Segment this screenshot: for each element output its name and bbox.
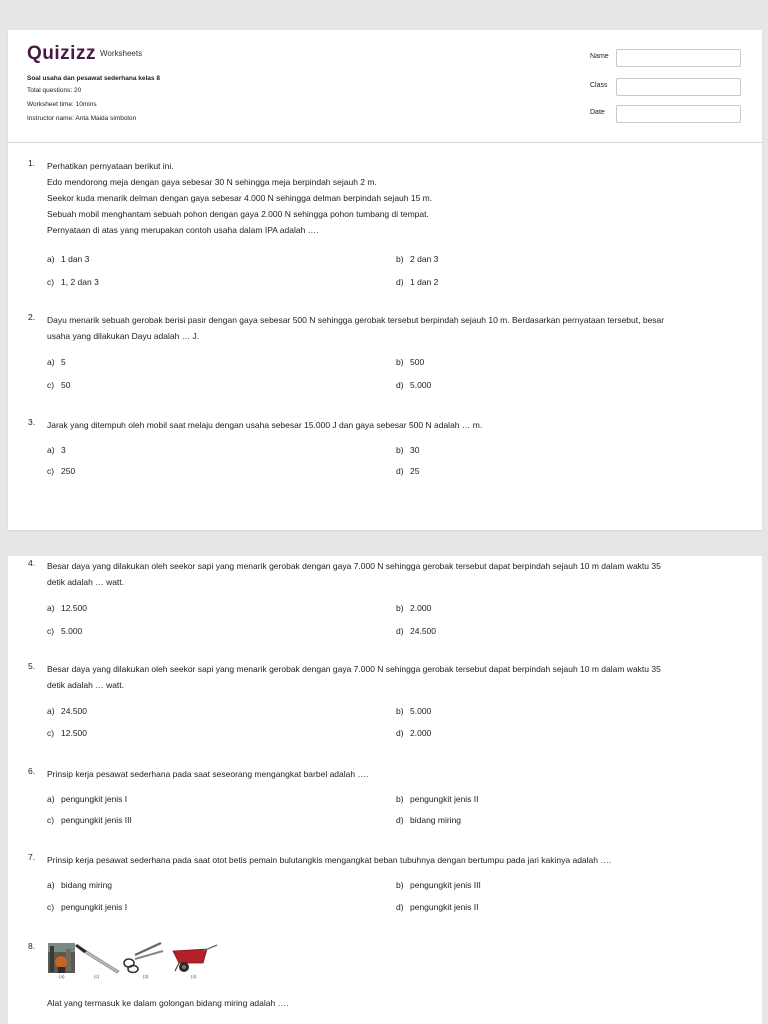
option-d[interactable]: [396, 277, 438, 287]
image-caption: (4): [191, 974, 197, 979]
question-line: Prinsip kerja pesawat sederhana pada saat seseorang mengangkat barbel adalah ….: [47, 769, 369, 779]
instructor-name: Instructor name: Anta Maida simbolon: [27, 115, 137, 122]
class-label: Class: [590, 82, 608, 89]
option-a[interactable]: [47, 706, 87, 716]
image-caption: (3): [143, 974, 149, 979]
option-letter: a): [47, 794, 55, 804]
option-text: 1 dan 3: [61, 254, 90, 264]
option-text: 50: [61, 380, 71, 390]
option-text: 12.500: [61, 728, 87, 738]
option-text: 5.000: [61, 626, 83, 636]
option-d[interactable]: [396, 902, 479, 912]
option-a[interactable]: [47, 254, 89, 264]
option-letter: d): [396, 626, 404, 636]
option-a[interactable]: [47, 603, 87, 613]
option-d[interactable]: [396, 728, 431, 738]
worksheet-page-1: [8, 30, 762, 530]
option-c[interactable]: [47, 466, 75, 476]
knife-icon: [75, 944, 119, 973]
wheelbarrow-icon: [173, 945, 217, 972]
option-letter: a): [47, 357, 55, 367]
question-line: Dayu menarik sebuah gerobak berisi pasir dengan gaya sebesar 500 N sehingga gerobak tersebut berpindah sejauh 10 m. Berdasarkan pernyataan tersebut, besar: [47, 315, 665, 325]
option-text: 2.000: [410, 603, 432, 613]
option-text: pengungkit jenis II: [410, 794, 479, 804]
question-text: [47, 661, 742, 693]
option-d[interactable]: [396, 626, 436, 636]
question-number: 6.: [28, 766, 36, 776]
option-letter: d): [396, 902, 404, 912]
option-a[interactable]: [47, 357, 66, 367]
worksheet-header: [8, 30, 762, 143]
name-label: Name: [590, 53, 609, 60]
question-line: Jarak yang ditempuh oleh mobil saat melaju dengan usaha sebesar 15.000 J dan gaya sebesar 500 N adalah … m.: [47, 420, 483, 430]
question-number: 2.: [28, 312, 36, 322]
option-letter: c): [47, 728, 55, 738]
name-field[interactable]: [616, 49, 741, 67]
option-text: pengungkit jenis III: [61, 815, 132, 825]
option-c[interactable]: [47, 728, 87, 738]
option-c[interactable]: [47, 277, 99, 287]
option-b[interactable]: [396, 603, 431, 613]
option-letter: c): [47, 380, 55, 390]
option-letter: b): [396, 254, 404, 264]
option-letter: b): [396, 357, 404, 367]
option-b[interactable]: [396, 445, 419, 455]
option-letter: b): [396, 794, 404, 804]
option-b[interactable]: [396, 794, 479, 804]
question-line: usaha yang dilakukan Dayu adalah … J.: [47, 331, 200, 341]
option-text: 24.500: [61, 706, 87, 716]
option-text: 2.000: [410, 728, 432, 738]
question-line: Sebuah mobil menghantam sebuah pohon dengan gaya 2.000 N sehingga pohon tumbang di tempat.: [47, 209, 429, 219]
option-text: 12.500: [61, 603, 87, 613]
option-text: 5.000: [410, 380, 432, 390]
option-letter: b): [396, 603, 404, 613]
image-caption: (a): [59, 974, 65, 979]
question-number: 8.: [28, 941, 36, 951]
tools-image-row: [47, 941, 247, 981]
option-d[interactable]: [396, 466, 419, 476]
option-text: 2 dan 3: [410, 254, 439, 264]
option-letter: c): [47, 466, 55, 476]
question-text: [47, 158, 742, 238]
option-letter: d): [396, 815, 404, 825]
question-number: 3.: [28, 417, 36, 427]
option-text: 250: [61, 466, 76, 476]
scissors-icon: [124, 943, 163, 973]
question-number: 7.: [28, 852, 36, 862]
question-number: 5.: [28, 661, 36, 671]
date-field[interactable]: [616, 105, 741, 123]
option-text: 5.000: [410, 706, 432, 716]
option-text: 1 dan 2: [410, 277, 439, 287]
option-letter: b): [396, 445, 404, 455]
option-a[interactable]: [47, 445, 66, 455]
question-text: [47, 417, 742, 433]
option-letter: c): [47, 626, 55, 636]
option-letter: c): [47, 277, 55, 287]
option-text: pengungkit jenis I: [61, 794, 128, 804]
option-c[interactable]: [47, 626, 82, 636]
option-letter: a): [47, 254, 55, 264]
option-text: 25: [410, 466, 420, 476]
option-letter: c): [47, 815, 55, 825]
question-line: Prinsip kerja pesawat sederhana pada saat otot betis pemain bulutangkis mengangkat beban tubuhnya dengan bertumpu pada jari kakinya adalah ….: [47, 855, 612, 865]
option-a[interactable]: [47, 880, 112, 890]
option-letter: a): [47, 445, 55, 455]
option-text: 1, 2 dan 3: [61, 277, 99, 287]
question-text: [47, 995, 742, 1011]
option-letter: c): [47, 902, 55, 912]
total-questions: Total questions: 20: [27, 87, 82, 94]
option-letter: d): [396, 277, 404, 287]
question-line: Edo mendorong meja dengan gaya sebesar 30 N sehingga meja berpindah sejauh 2 m.: [47, 177, 377, 187]
option-text: 24.500: [410, 626, 436, 636]
question-text: [47, 766, 742, 782]
quizizz-logo: Quizizz: [27, 43, 96, 64]
question-line: Besar daya yang dilakukan oleh seekor sapi yang menarik gerobak dengan gaya 7.000 N sehingga gerobak tersebut dapat berpindah sejauh 10 m dalam waktu 35: [47, 664, 661, 674]
question-text: [47, 558, 742, 590]
option-letter: b): [396, 706, 404, 716]
worksheet-title: Soal usaha dan pesawat sederhana kelas 8: [27, 75, 160, 82]
question-text: [47, 312, 742, 344]
class-field[interactable]: [616, 78, 741, 96]
option-c[interactable]: [47, 380, 70, 390]
question-line: Alat yang termasuk ke dalam golongan bidang miring adalah ….: [47, 998, 289, 1008]
option-letter: d): [396, 380, 404, 390]
worksheet-time: Worksheet time: 10mins: [27, 101, 97, 108]
option-text: 30: [410, 445, 420, 455]
option-d[interactable]: [396, 815, 461, 825]
option-b[interactable]: [396, 880, 481, 890]
question-line: detik adalah … watt.: [47, 680, 125, 690]
option-text: pengungkit jenis I: [61, 902, 128, 912]
question-line: Besar daya yang dilakukan oleh seekor sapi yang menarik gerobak dengan gaya 7.000 N sehingga gerobak tersebut dapat berpindah sejauh 10 m dalam waktu 35: [47, 561, 661, 571]
option-letter: d): [396, 466, 404, 476]
option-a[interactable]: [47, 794, 127, 804]
worksheet-page-2: [8, 556, 762, 1024]
option-letter: d): [396, 728, 404, 738]
option-text: 3: [61, 445, 66, 455]
option-text: 5: [61, 357, 66, 367]
question-line: Seekor kuda menarik delman dengan gaya sebesar 4.000 N sehingga delman berpindah sejauh 15 m.: [47, 193, 433, 203]
question-line: Pernyataan di atas yang merupakan contoh usaha dalam IPA adalah ….: [47, 225, 319, 235]
option-c[interactable]: [47, 815, 132, 825]
date-label: Date: [590, 109, 605, 116]
option-letter: b): [396, 880, 404, 890]
option-letter: a): [47, 706, 55, 716]
option-letter: a): [47, 880, 55, 890]
option-text: bidang miring: [61, 880, 113, 890]
question-line: Perhatikan pernyataan berikut ini.: [47, 161, 174, 171]
option-text: 500: [410, 357, 425, 367]
option-b[interactable]: [396, 254, 438, 264]
option-text: pengungkit jenis II: [410, 902, 479, 912]
image-caption: (c): [94, 974, 100, 979]
option-text: pengungkit jenis III: [410, 880, 481, 890]
question-text: [47, 852, 742, 868]
stairs-photo-icon: [48, 943, 75, 973]
option-b[interactable]: [396, 357, 424, 367]
question-number: 4.: [28, 558, 36, 568]
option-text: bidang miring: [410, 815, 462, 825]
option-d[interactable]: [396, 380, 431, 390]
logo-subtitle: Worksheets: [100, 49, 143, 58]
question-line: detik adalah … watt.: [47, 577, 125, 587]
option-letter: a): [47, 603, 55, 613]
option-b[interactable]: [396, 706, 431, 716]
option-c[interactable]: [47, 902, 127, 912]
question-number: 1.: [28, 158, 36, 168]
